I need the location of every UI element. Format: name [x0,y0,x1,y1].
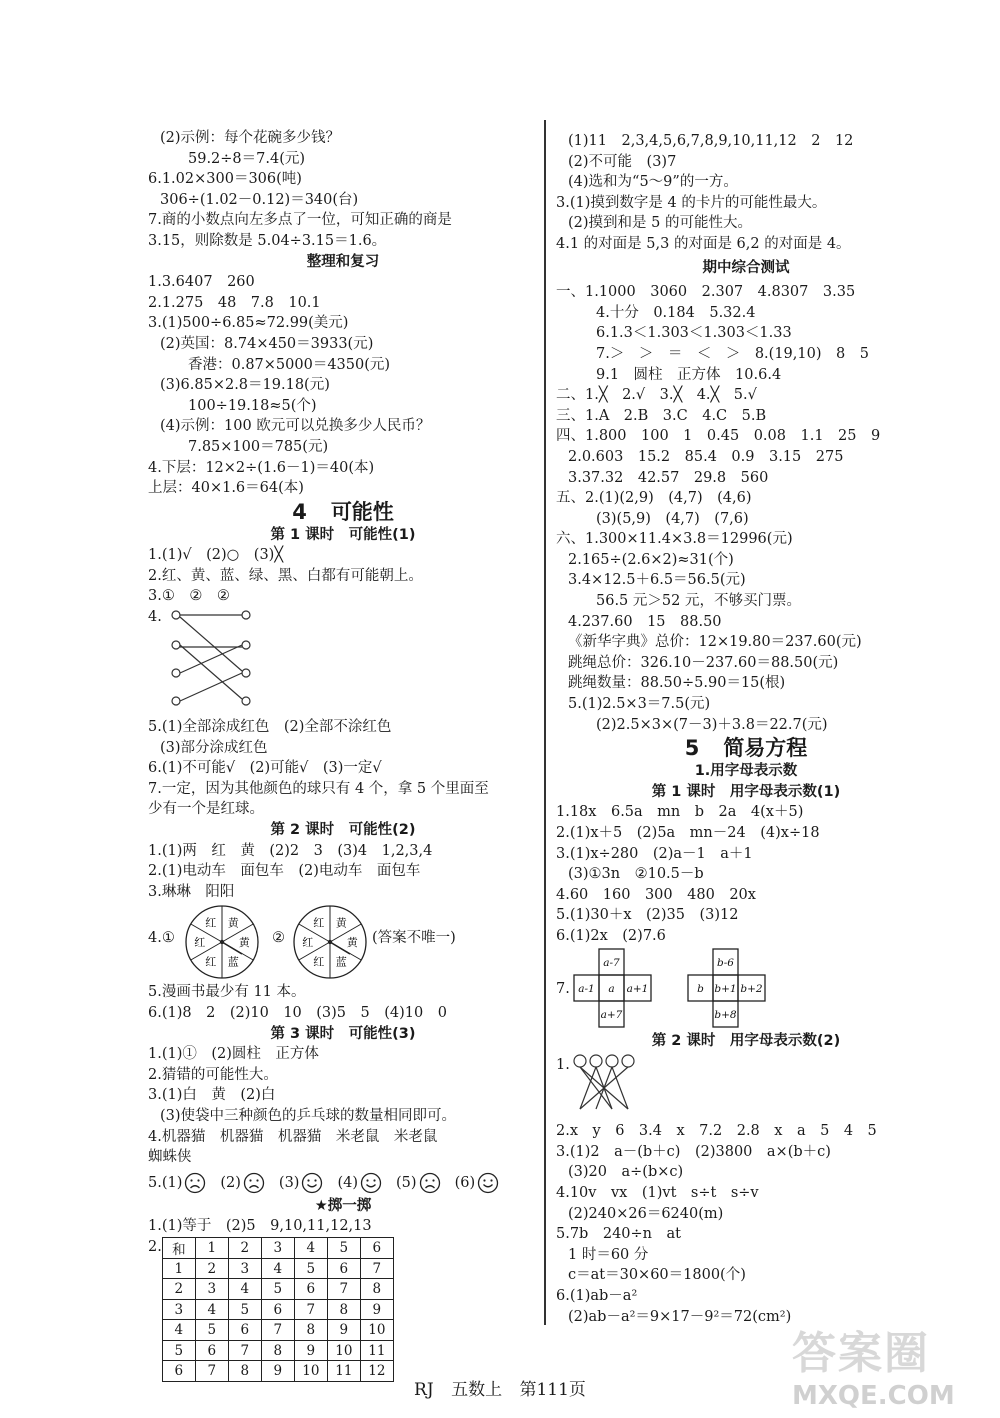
table-cell: 6 [360,1237,393,1258]
smiley-face-icon [360,1172,382,1194]
table-cell: 6 [228,1320,261,1341]
answer-line: 3.琳琳 阳阳 [148,883,235,900]
table-cell: 8 [327,1299,360,1320]
answer-line: 1.(1)两 红 黄 (2)2 3 (3)4 1,2,3,4 [148,842,433,859]
table-row [162,1258,393,1279]
answer-line: 香港：0.87×5000＝4350(元) [188,356,391,373]
cross-grid-b [686,947,786,1031]
spinner-label: 黄 [238,936,250,950]
sad-face-icon [419,1172,441,1194]
table-cell: 2 [162,1279,195,1300]
table-cell: 11 [327,1361,360,1382]
answer-line: 蜘蛛侠 [148,1149,192,1166]
answer-line: 3.(1)500÷6.85≈72.99(美元) [148,315,349,332]
answer-line: 一、1.1000 3060 2.307 4.8307 3.35 [556,284,856,301]
answer-line: (2)ab－a²＝9×17－9²＝72(cm²) [568,1308,792,1325]
sad-face-icon [243,1172,265,1194]
table-cell: 6 [261,1299,294,1320]
answer-line: 9.1 圆柱 正方体 10.6.4 [596,366,782,383]
dice-sum-table [162,1237,394,1382]
spinner-label: 蓝 [227,955,239,969]
cross-cell-right2: b+2 [740,982,763,995]
star-matching-figure [570,1051,680,1119]
answer-line: 5.(1)2.5×3＝7.5(元) [568,696,711,713]
table-cell: 9 [360,1299,393,1320]
answer-line: (1)11 2,3,4,5,6,7,8,9,10,11,12 2 12 [568,133,854,149]
matching-diagram: 4. [148,607,538,717]
answer-line: 3.37.32 42.57 29.8 560 [568,469,769,486]
table-cell: 5 [228,1299,261,1320]
answer-line: 5.(1)30＋x (2)35 (3)12 [556,907,739,924]
answer-line: 1.18x 6.5a mn b 2a 4(x＋5) [556,804,804,821]
answer-line: 6.(1)ab－a² [556,1287,638,1304]
answer-line: 2.0.603 15.2 85.4 0.9 3.15 275 [568,448,844,465]
face-label: (4) [337,1174,359,1191]
table-row [162,1320,393,1341]
right-column [556,131,936,1327]
answer-line: (2)240×26＝6240(m) [568,1205,724,1222]
table-cell: 2 [228,1237,261,1258]
section-heading: 期中综合测试 [702,259,790,276]
answer-line: 3.(1)白 黄 (2)白 [148,1087,276,1104]
cross-cell-center: a [608,982,615,995]
answer-line: 3.(1)x÷280 (2)a－1 a＋1 [556,845,753,862]
cross-grid-a [572,947,672,1031]
answer-line: 7.85×100＝785(元) [188,438,329,455]
answer-line: 59.2÷8＝7.4(元) [188,150,306,167]
table-cell: 3 [162,1299,195,1320]
answer-line: 二、1.╳ 2.√ 3.╳ 4.╳ 5.√ [556,387,757,404]
face-answers [148,1170,538,1196]
answer-line: 7.＞ ＞ ＝ ＜ ＞ 8.(19,10) 8 5 [596,345,869,362]
table-cell: 4 [195,1299,228,1320]
answer-line: 7.商的小数点向左多点了一位，可知正确的商是 [148,212,452,229]
answer-line: 4.60 160 300 480 20x [556,886,756,903]
spinner-label: 红 [205,955,217,969]
section-heading: 整理和复习 [306,253,380,270]
table-cell: 4 [228,1279,261,1300]
table-cell: 7 [228,1340,261,1361]
table-cell: 8 [360,1279,393,1300]
answer-line: c＝at＝30×60＝1800(个) [568,1267,746,1284]
table-cell: 6 [162,1361,195,1382]
face-label: (3) [278,1174,300,1191]
section-heading: 第 1 课时 可能性(1) [270,526,416,543]
face-label: (5) [396,1174,417,1191]
answer-line: 306÷(1.02－0.12)＝340(台) [160,191,359,208]
table-cell: 5 [162,1340,195,1361]
table-cell: 7 [327,1279,360,1300]
matching-lines-figure [166,607,286,717]
cross-cell-top: a-7 [603,956,620,969]
answer-line: 3.(1)2 a－(b＋c) (2)3800 a×(b＋c) [556,1143,831,1160]
answer-line: (3)6.85×2.8＝19.18(元) [160,377,330,394]
answer-line: 5.7b 240÷n at [556,1226,681,1243]
table-cell: 1 [195,1237,228,1258]
spinner-label: 红 [194,936,206,950]
table-cell: 9 [261,1361,294,1382]
answer-line: 五、2.(1)(2,9) (4,7) (4,6) [556,490,752,507]
answer-line: 2.猜错的可能性大。 [148,1066,278,1083]
answer-line: 1.(1)等于 (2)5 9,10,11,12,13 [148,1218,372,1235]
table-cell: 11 [360,1340,393,1361]
watermark-logo: 答案圈 MXQE.COM [792,1328,955,1411]
answer-line: 上层：40×1.6＝64(本) [148,480,304,497]
table-cell: 4 [162,1320,195,1341]
spinner-label: 黄 [346,936,358,950]
table-cell: 8 [294,1320,327,1341]
chapter-title: 4 可能性 [292,499,394,524]
table-row [162,1237,393,1258]
section-heading: 1.用字母表示数 [694,763,798,780]
table-row [162,1340,393,1361]
cross-cell-right: a+1 [626,982,649,995]
table-cell: 9 [294,1340,327,1361]
cross-cell-right1: b+1 [714,982,737,995]
matching-figure-block: 1. [556,1051,936,1121]
answer-line: (3)20 a÷(b×c) [568,1164,684,1181]
table-cell: 9 [327,1320,360,1341]
table-cell: 6 [195,1340,228,1361]
answer-line: 2.(1)电动车 面包车 (2)电动车 面包车 [148,863,421,880]
smiley-face-icon [477,1172,499,1194]
spinner-label: 红 [313,955,325,969]
column-divider [544,120,546,1325]
answer-line: 《新华字典》总价：12×19.80＝237.60(元) [568,634,862,651]
spinner-figure-2 [288,902,372,982]
table-cell: 2 [195,1258,228,1279]
answer-line: 3.15，则除数是 5.04÷3.15＝1.6。 [148,232,387,249]
table-cell: 8 [261,1340,294,1361]
spinner-label: 蓝 [335,955,347,969]
spinner-label: 红 [205,917,217,931]
answer-line: (2)摸到和是 5 的可能性大。 [568,215,752,232]
answer-line: (3)(5,9) (4,7) (7,6) [596,510,749,527]
spinner-figure-1 [180,902,264,982]
page-number: 第111页 [519,1380,586,1400]
answer-line: 6.1.02×300＝306(吨) [148,171,302,188]
table-cell: 10 [360,1320,393,1341]
answer-line: 5.(1)全部涂成红色 (2)全部不涂红色 [148,719,392,736]
answer-line: 4.十分 0.184 5.32.4 [596,304,756,321]
face-label: 5.(1) [148,1174,183,1191]
table-cell: 6 [294,1279,327,1300]
table-cell: 3 [195,1279,228,1300]
answer-line: 100÷19.18≈5(个) [188,397,317,414]
table-cell: 5 [294,1258,327,1279]
face-label: (6) [454,1174,476,1191]
answer-line: 4.1 的对面是 5,3 的对面是 6,2 的对面是 4。 [556,235,851,252]
answer-line: 4.机器猫 机器猫 机器猫 米老鼠 米老鼠 [148,1128,438,1145]
answer-line: (2)示例：每个花碗多少钱？ [160,130,341,146]
answer-line: 跳绳数量：88.50÷5.90＝15(根) [568,675,786,692]
answer-line: 6.(1)2x (2)7.6 [556,927,666,944]
smiley-face-icon [301,1172,323,1194]
answer-line: (2)2.5×3×(7－3)＋3.8＝22.7(元) [596,716,828,733]
chapter-title: 5 简易方程 [684,736,808,761]
answer-line: 2.1.275 48 7.8 10.1 [148,294,321,311]
answer-line: 4.下层：12×2÷(1.6－1)＝40(本) [148,459,375,476]
answer-line: 6.(1)8 2 (2)10 10 (3)5 5 (4)10 0 [148,1005,447,1021]
sum-table-block: 2. 和 1 2 3 4 5 6 1 2 3 4 5 6 7 2 3 4 5 6 7 8 3 4 5 6 7 8 9 4 5 6 7 8 9 10 5 6 7 8 9 10 11 6 7 8 9 10 11 12 [148,1237,538,1382]
sad-face-icon [184,1172,206,1194]
table-cell: 8 [228,1361,261,1382]
answer-line: 2.红、黄、蓝、绿、黑、白都有可能朝上。 [148,567,423,584]
answer-line: 7.一定，因为其他颜色的球只有 4 个，拿 5 个里面至 [148,780,489,797]
table-row [162,1299,393,1320]
answer-line: 4.10v vx (1)vt s÷t s÷v [556,1184,759,1201]
table-cell: 6 [327,1258,360,1279]
cross-cell-center: b [697,982,704,995]
answer-line: 2.(1)x＋5 (2)5a mn－24 (4)x÷18 [556,825,820,841]
table-cell: 1 [162,1258,195,1279]
answer-line: (3)①3n ②10.5－b [568,866,704,883]
answer-line: 三、1.A 2.B 3.C 4.C 5.B [556,407,767,424]
table-cell: 5 [195,1320,228,1341]
table-cell: 4 [261,1258,294,1279]
answer-line: 跳绳总价：326.10－237.60＝88.50(元) [568,654,839,671]
answer-line: 2.165÷(2.6×2)≈31(个) [568,551,734,568]
section-heading: 第 2 课时 可能性(2) [270,822,416,839]
answer-line: (2)不可能 (3)7 [568,153,677,170]
table-cell: 和 [162,1237,195,1258]
answer-line: (2)英国：8.74×450＝3933(元) [160,335,374,352]
answer-line: 56.5 元＞52 元，不够买门票。 [596,593,801,610]
section-heading: 第 3 课时 可能性(3) [270,1025,416,1042]
answer-line: 四、1.800 100 1 0.45 0.08 1.1 25 9 [556,428,881,445]
spinner-label: 黄 [335,917,347,931]
cross-cell-bottom: b+8 [714,1008,737,1021]
spinner-label: 黄 [227,917,239,931]
table-cell: 3 [261,1237,294,1258]
table-cell: 12 [360,1361,393,1382]
cross-cell-top: b-6 [717,956,734,969]
answer-line: 1.(1)√ (2)○ (3)╳ [148,547,284,564]
answer-line: 6.1.3＜1.303＜1.303＜1.33 [596,325,792,342]
calendar-cross-figures: 7. a-7 a-1 a a+1 a+7 b-6 b b+1 b+2 b+8 [556,947,936,1031]
section-heading: 第 1 课时 用字母表示数(1) [651,783,841,800]
table-cell: 10 [327,1340,360,1361]
face-label: (2) [220,1174,241,1191]
answer-line: (3)部分涂成红色 [160,739,268,756]
cross-cell-bottom: a+7 [600,1008,623,1021]
answer-line: 少有一个是红球。 [148,801,264,818]
answer-line: 6.(1)不可能√ (2)可能√ (3)一定√ [148,760,382,777]
answer-line: 2.x y 6 3.4 x 7.2 2.8 x a 5 4 5 [556,1123,877,1140]
table-cell: 7 [360,1258,393,1279]
answer-line: 1.(1)① (2)圆柱 正方体 [148,1046,319,1063]
left-column [148,128,538,1382]
table-cell: 7 [294,1299,327,1320]
book-grade: 五数上 [451,1380,503,1400]
answer-line: 1.3.6407 260 [148,274,255,291]
answer-line: 3.4×12.5＋6.5＝56.5(元) [568,572,746,589]
section-heading: ★掷一掷 [314,1197,372,1214]
spinner-label: 红 [302,936,314,950]
edition-code: RJ [414,1380,434,1400]
table-cell: 7 [261,1320,294,1341]
table-cell: 5 [327,1237,360,1258]
table-row [162,1279,393,1300]
table-cell: 3 [228,1258,261,1279]
answer-line: (3)使袋中三种颜色的乒乓球的数量相同即可。 [160,1107,457,1124]
answer-line: (4)示例：100 欧元可以兑换多少人民币？ [160,418,431,435]
answer-line: 3.① ② ② [148,588,230,605]
table-cell: 4 [294,1237,327,1258]
table-cell: 5 [261,1279,294,1300]
answer-line: 3.(1)摸到数字是 4 的卡片的可能性最大。 [556,194,827,211]
spinner-answers: 4.① 黄 黄 蓝 红 红 红 ② 黄 黄 蓝 红 红 红 (答案不唯一) [148,902,538,982]
answer-line: 六、1.300×11.4×3.8＝12996(元) [556,531,793,548]
table-cell: 7 [195,1361,228,1382]
spinner-label: 红 [313,917,325,931]
answer-line: 1 时＝60 分 [568,1246,649,1263]
cross-cell-left: a-1 [578,982,595,995]
answer-line: (4)选和为“5～9”的一方。 [568,174,738,191]
answer-line: 4.237.60 15 88.50 [568,613,722,630]
answer-line: 5.漫画书最少有 11 本。 [148,984,306,1001]
section-heading: 第 2 课时 用字母表示数(2) [651,1032,841,1049]
table-cell: 10 [294,1361,327,1382]
